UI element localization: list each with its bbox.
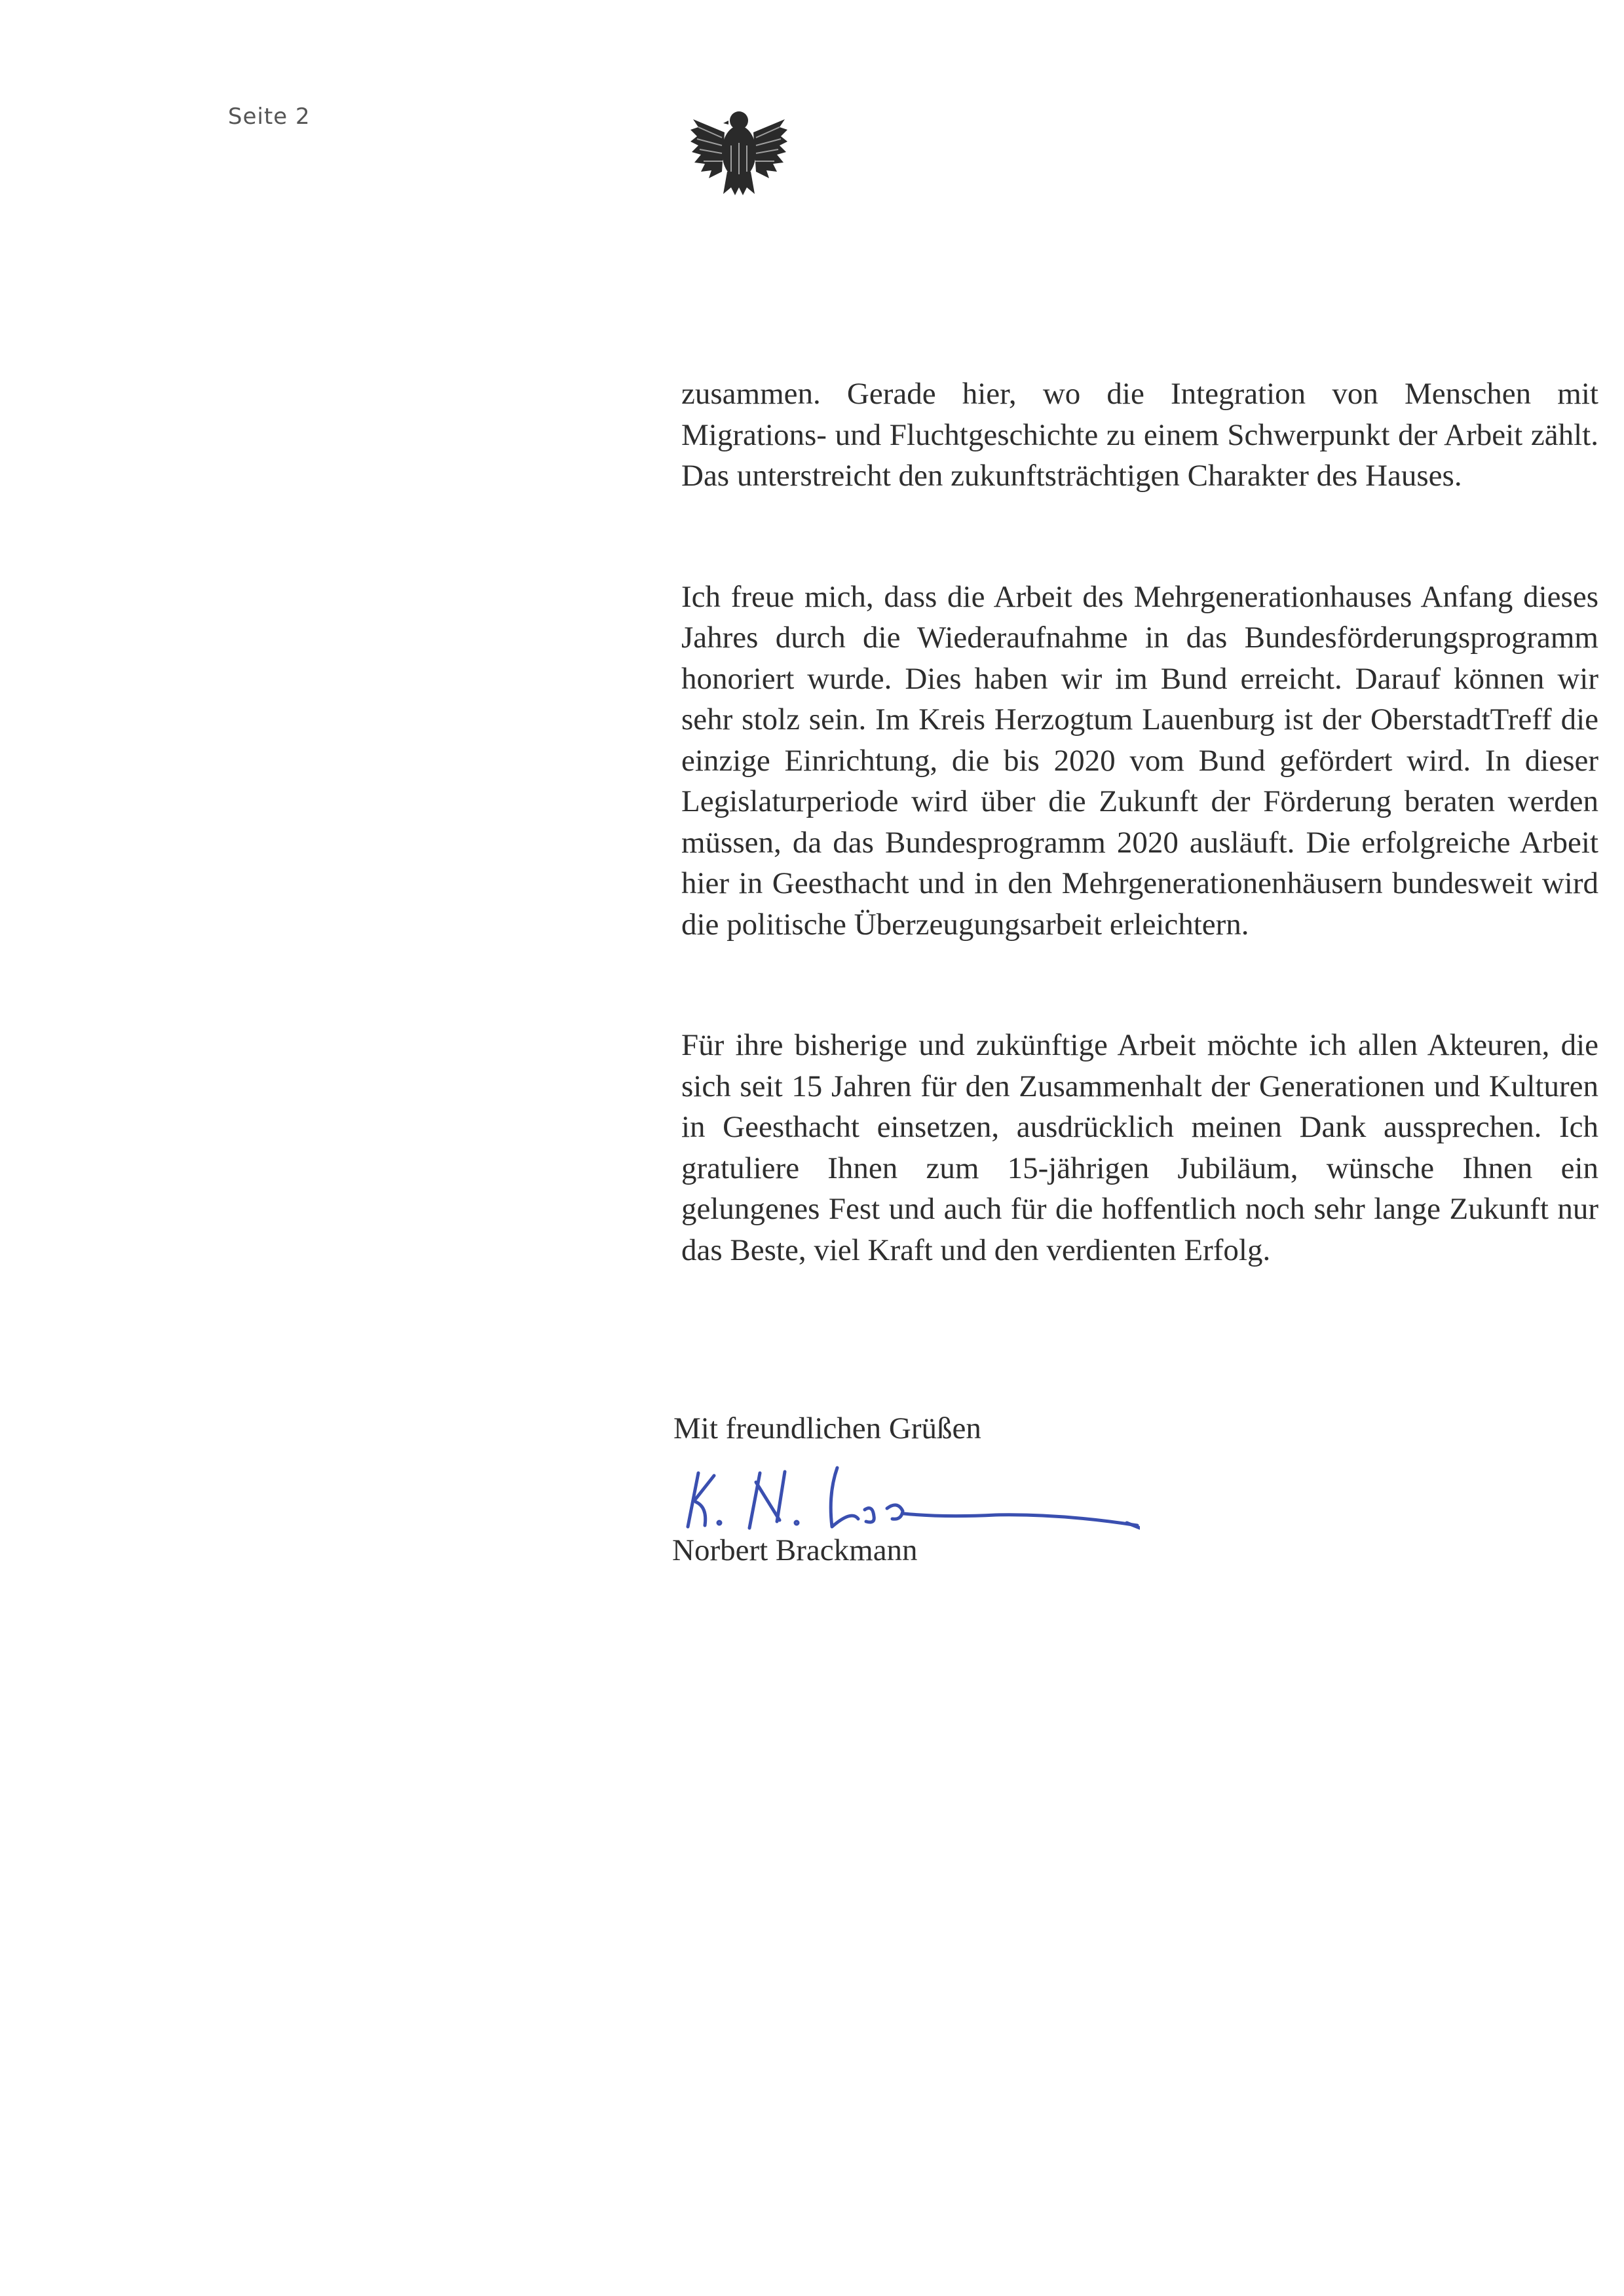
federal-eagle-icon	[689, 106, 789, 197]
closing-greeting: Mit freundlichen Grüßen	[673, 1411, 981, 1445]
signer-name: Norbert Brackmann	[672, 1533, 918, 1567]
page-number: Seite 2	[228, 104, 311, 130]
handwritten-signature	[668, 1442, 1140, 1540]
letter-body	[681, 373, 1598, 1350]
paragraph-federal-funding: Ich freue mich, dass die Arbeit des Mehrgenerationhauses Anfang dieses Jahres durch die Wiederaufnahme in das Bundesförderungsprogramm honoriert wurde. Dies haben wir im Bund erreicht. Darauf können wir sehr stolz sein. Im Kreis Herzogtum Lauenburg ist der OberstadtTreff die einzige Einrichtung, die bis 2020 vom Bund gefördert wird. In dieser Legislaturperiode wird über die Zukunft der Förderung beraten werden müssen, da das Bundesprogramm 2020 ausläuft. Die erfolgreiche Arbeit hier in Geesthacht und in den Mehrgenerationenhäusern bundesweit wird die politische Überzeugungsarbeit erleichtern.	[681, 579, 1598, 942]
paragraph-integration: zusammen. Gerade hier, wo die Integration von Menschen mit Migrations- und Fluchtgeschichte zu einem Schwerpunkt der Arbeit zählt. Das unterstreicht den zukunftsträchtigen Charakter des Hauses.	[681, 377, 1598, 493]
paragraph-thanks: Für ihre bisherige und zukünftige Arbeit möchte ich allen Akteuren, die sich seit 15 Jahren für den Zusammenhalt der Generationen und Kulturen in Geesthacht einsetzen, ausdrücklich meinen Dank aussprechen. Ich gratuliere Ihnen zum 15-jährigen Jubiläum, wünsche Ihnen ein gelungenes Fest und auch für die hoffentlich noch sehr lange Zukunft nur das Beste, viel Kraft und den verdienten Erfolg.	[681, 1028, 1598, 1267]
